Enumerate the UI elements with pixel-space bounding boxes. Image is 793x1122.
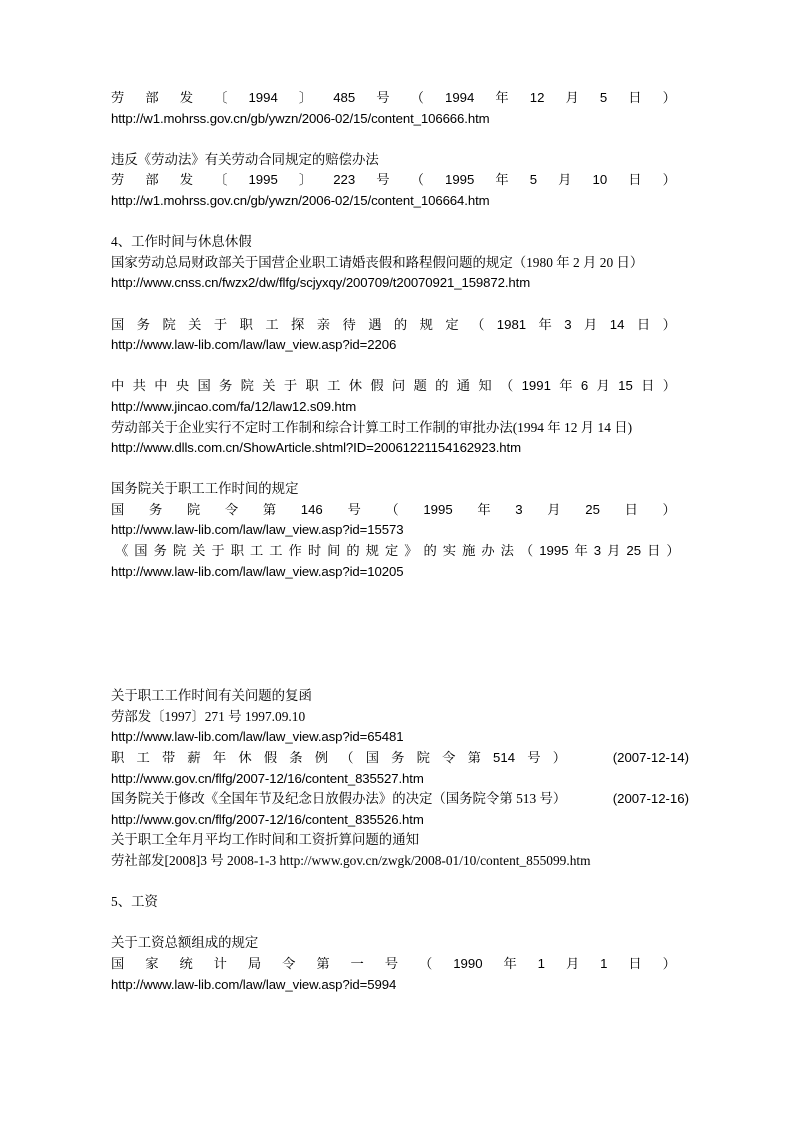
regulation-url[interactable]: http://www.law-lib.com/law/law_view.asp?id=5994	[111, 976, 397, 992]
regulation-url[interactable]: http://www.gov.cn/flfg/2007-12/16/content_835526.htm	[111, 811, 424, 827]
regulation-url[interactable]: http://www.cnss.cn/fwzx2/dw/flfg/scjyxqy/200709/t20070921_159872.htm	[111, 275, 531, 291]
justified-token: 国	[111, 316, 125, 332]
justified-token: 5	[529, 172, 538, 188]
regulation-title-text: 国务院关于修改《全国年节及纪念日放假办法》的决定（国务院令第 513 号）	[111, 791, 567, 807]
justified-token: （	[385, 501, 399, 517]
document-body	[111, 88, 689, 995]
justified-token: 实	[442, 543, 457, 559]
regulation-url[interactable]: http://www.jincao.com/fa/12/law12.s09.htm	[111, 398, 357, 414]
justified-token: 统	[179, 955, 193, 971]
section-heading-5: 5、工资	[111, 894, 158, 910]
justified-token: 〕	[298, 90, 313, 105]
justified-token: 家	[145, 955, 159, 971]
justified-token: 年	[503, 955, 517, 971]
justified-token: 日	[636, 316, 651, 332]
paragraph-spacer	[111, 212, 676, 233]
regulation-title-tokens	[111, 748, 566, 769]
justified-token: 〔	[214, 172, 228, 188]
justified-token: 休	[348, 378, 362, 394]
justified-token: 发	[179, 90, 194, 105]
justified-token: 关	[192, 543, 206, 559]
justified-token: 关	[188, 316, 202, 332]
regulation-title: 关于工资总额组成的规定	[111, 935, 259, 951]
justified-token: 题	[413, 378, 427, 394]
justified-token: 第	[262, 501, 277, 517]
justified-token: 令	[224, 501, 239, 517]
justified-token: 》	[404, 543, 418, 559]
paragraph-spacer	[111, 913, 676, 934]
justified-token: （	[519, 543, 534, 559]
regulation-doc-number-line	[111, 88, 676, 109]
justified-token: 院	[416, 750, 430, 766]
justified-token: 25	[585, 501, 600, 517]
justified-token: 间	[327, 543, 341, 559]
justified-token: 的	[423, 543, 437, 559]
justified-token: 1995	[445, 172, 475, 188]
justified-token: 5	[599, 90, 608, 105]
regulation-title	[111, 315, 676, 336]
justified-token: 的	[346, 543, 360, 559]
justified-token: 1991	[521, 378, 551, 394]
justified-token: 工	[136, 750, 150, 766]
justified-token: 第	[467, 750, 481, 766]
justified-token: 待	[342, 316, 356, 332]
paragraph-spacer	[111, 872, 676, 893]
justified-token: 于	[211, 543, 225, 559]
regulation-title	[111, 541, 680, 562]
page-whitespace-gap	[111, 582, 676, 686]
justified-token: ）	[662, 378, 676, 394]
regulation-title: 关于职工全年月平均工作时间和工资折算问题的通知	[111, 832, 419, 848]
justified-token: 月	[584, 316, 598, 332]
regulation-doc-number-line: 劳部发〔1997〕271 号 1997.09.10	[111, 708, 306, 724]
justified-token: 12	[529, 90, 545, 105]
justified-token: 日	[628, 955, 642, 971]
justified-token: 休	[238, 750, 252, 766]
justified-token: 务	[219, 378, 233, 394]
justified-token: 国	[134, 543, 148, 559]
justified-token: 工	[269, 543, 283, 559]
justified-token: 发	[179, 172, 194, 188]
justified-token: 院	[162, 316, 176, 332]
justified-token: 令	[282, 955, 296, 971]
justified-token: 485	[333, 90, 356, 105]
justified-token: 问	[391, 378, 406, 394]
justified-token: 探	[291, 316, 305, 332]
justified-token: 号	[347, 501, 361, 517]
justified-token: 1995	[423, 501, 453, 517]
justified-token: 中	[111, 378, 125, 394]
justified-token: 关	[262, 378, 276, 394]
justified-token: 国	[365, 750, 379, 766]
justified-token: 定	[445, 316, 459, 332]
justified-token: 3	[564, 316, 572, 332]
justified-token: 共	[132, 378, 146, 394]
justified-token: 条	[289, 750, 303, 766]
justified-token: 年	[559, 378, 573, 394]
justified-token: 年	[477, 501, 491, 517]
justified-token: 日	[641, 378, 655, 394]
justified-token: 工	[327, 378, 341, 394]
justified-token: ）	[662, 316, 676, 332]
justified-token: 法	[500, 543, 514, 559]
justified-token: 计	[213, 955, 227, 971]
justified-token: 223	[333, 172, 356, 188]
justified-token: 1995	[539, 543, 569, 559]
justified-token: 月	[558, 172, 572, 188]
justified-token: 号	[376, 90, 390, 105]
justified-token: 时	[307, 543, 322, 559]
justified-token: 〕	[298, 172, 313, 188]
regulation-url[interactable]: http://www.dlls.com.cn/ShowArticle.shtml?ID=20061221154162923.htm	[111, 440, 521, 456]
justified-token: 职	[230, 543, 244, 559]
justified-token: （	[410, 172, 424, 188]
justified-token: ）	[666, 543, 680, 559]
section-heading-4: 4、工作时间与休息休假	[111, 234, 252, 250]
regulation-url[interactable]: http://www.law-lib.com/law/law_view.asp?id=65481	[111, 729, 404, 745]
regulation-title-with-date	[111, 748, 689, 769]
justified-token: 于	[283, 378, 298, 394]
justified-token: （	[340, 750, 354, 766]
justified-token: 10	[592, 172, 608, 188]
justified-token: 月	[607, 543, 621, 559]
paragraph-spacer	[111, 129, 676, 150]
regulation-title: 关于职工工作时间有关问题的复函	[111, 688, 312, 704]
justified-token: 〔	[214, 90, 228, 105]
justified-token: 的	[435, 378, 449, 394]
justified-token: 作	[288, 543, 302, 559]
regulation-doc-number-line	[111, 954, 676, 975]
justified-token: 部	[145, 172, 159, 188]
regulation-title	[111, 376, 676, 397]
justified-token: 定	[384, 543, 399, 559]
regulation-title-with-date	[111, 789, 689, 810]
justified-token: 国	[111, 955, 125, 971]
regulation-doc-number-and-url[interactable]: 劳社部发[2008]3 号 2008-1-3 http://www.gov.cn/zwgk/2008-01/10/content_855099.htm	[111, 853, 591, 868]
regulation-doc-number-line	[111, 500, 676, 521]
justified-token: 1	[600, 955, 608, 971]
justified-token: 假	[263, 750, 278, 766]
justified-token: 1994	[445, 90, 475, 105]
justified-token: 25	[626, 543, 642, 559]
justified-token: 务	[136, 316, 151, 332]
justified-token: 月	[547, 501, 561, 517]
justified-token: 月	[565, 955, 580, 971]
justified-token: 规	[365, 543, 379, 559]
regulation-url[interactable]: http://www.law-lib.com/law/law_view.asp?id=15573	[111, 522, 404, 538]
justified-token: （	[410, 90, 424, 105]
justified-token: 1994	[248, 90, 278, 105]
justified-token: 职	[111, 750, 125, 766]
justified-token: 国	[111, 501, 125, 517]
justified-token: 14	[609, 316, 625, 332]
regulation-doc-number-line	[111, 170, 676, 191]
justified-token: 年	[538, 316, 552, 332]
justified-token: 日	[628, 90, 642, 105]
regulation-url[interactable]: http://w1.mohrss.gov.cn/gb/ywzn/2006-02/15/content_106664.htm	[111, 192, 490, 208]
justified-token: 《	[115, 543, 129, 559]
justified-token: 务	[153, 543, 167, 559]
justified-token: 工	[249, 543, 264, 559]
justified-token: 院	[240, 378, 254, 394]
justified-token: 例	[314, 750, 329, 766]
justified-token: 务	[391, 750, 405, 766]
justified-token: 劳	[111, 90, 125, 105]
regulation-title: 违反《劳动法》有关劳动合同规定的赔偿办法	[111, 151, 379, 167]
justified-token: 通	[456, 378, 471, 394]
regulation-url[interactable]: http://www.gov.cn/flfg/2007-12/16/content_835527.htm	[111, 770, 424, 786]
justified-token: 年	[495, 172, 509, 188]
justified-token: 6	[580, 378, 589, 394]
justified-token: 1990	[453, 955, 483, 971]
justified-token: 号	[384, 955, 399, 971]
regulation-url[interactable]: http://w1.mohrss.gov.cn/gb/ywzn/2006-02/15/content_106666.htm	[111, 110, 490, 126]
regulation-url[interactable]: http://www.law-lib.com/law/law_view.asp?id=2206	[111, 337, 397, 353]
regulation-url[interactable]: http://www.law-lib.com/law/law_view.asp?id=10205	[111, 563, 404, 579]
justified-token: 务	[148, 501, 163, 517]
justified-token: ）	[662, 90, 676, 105]
justified-token: 局	[247, 955, 262, 971]
justified-token: ）	[552, 750, 566, 766]
justified-token: 知	[478, 378, 492, 394]
justified-token: 职	[239, 316, 253, 332]
justified-token: 号	[527, 750, 541, 766]
justified-token: 施	[462, 543, 476, 559]
justified-token: 中	[154, 378, 168, 394]
justified-token: 一	[350, 955, 364, 971]
justified-token: 国	[197, 378, 211, 394]
justified-token: （	[418, 955, 433, 971]
justified-token: 院	[186, 501, 201, 517]
justified-token: 日	[647, 543, 661, 559]
justified-token: 号	[376, 172, 390, 188]
justified-token: 亲	[316, 316, 331, 332]
justified-token: （	[499, 378, 514, 394]
justified-token: 514	[493, 750, 516, 766]
paragraph-spacer	[111, 294, 676, 315]
justified-token: 年	[212, 750, 227, 766]
regulation-title: 国家劳动总局财政部关于国营企业职工请婚丧假和路程假问题的规定（1980 年 2 月 20 日）	[111, 254, 644, 270]
justified-token: 3	[593, 543, 602, 559]
justified-token: 央	[175, 378, 190, 394]
justified-token: 月	[565, 90, 579, 105]
justified-token: 部	[145, 90, 159, 105]
justified-token: 规	[419, 316, 433, 332]
justified-token: 令	[442, 750, 456, 766]
justified-token: 假	[370, 378, 384, 394]
justified-token: 的	[393, 316, 408, 332]
justified-token: 劳	[111, 172, 125, 188]
regulation-publish-date: (2007-12-16)	[612, 791, 689, 807]
paragraph-spacer	[111, 356, 676, 377]
justified-token: 工	[265, 316, 279, 332]
justified-token: 职	[305, 378, 319, 394]
justified-token: 日	[628, 172, 642, 188]
justified-token: 年	[574, 543, 588, 559]
regulation-title: 劳动部关于企业实行不定时工作制和综合计算工时工作制的审批办法(1994 年 12 月 14 日)	[111, 419, 633, 435]
justified-token: 院	[172, 543, 187, 559]
justified-token: 月	[596, 378, 610, 394]
justified-token: 办	[481, 543, 495, 559]
justified-token: 1	[537, 955, 546, 971]
justified-token: 带	[161, 750, 176, 766]
justified-token: ）	[662, 501, 676, 517]
justified-token: 1995	[248, 172, 278, 188]
justified-token: 遇	[368, 316, 382, 332]
justified-token: ）	[662, 172, 676, 188]
justified-token: 第	[316, 955, 330, 971]
justified-token: 15	[618, 378, 633, 394]
justified-token: 薪	[187, 750, 201, 766]
justified-token: ）	[662, 955, 676, 971]
justified-token: 146	[300, 501, 323, 517]
justified-token: 1981	[496, 316, 527, 332]
justified-token: （	[471, 316, 485, 332]
justified-token: 3	[515, 501, 523, 517]
justified-token: 年	[495, 90, 509, 105]
regulation-title: 国务院关于职工工作时间的规定	[111, 481, 299, 497]
justified-token: 于	[213, 316, 228, 332]
paragraph-spacer	[111, 459, 676, 480]
justified-token: 日	[624, 501, 638, 517]
regulation-publish-date: (2007-12-14)	[612, 750, 689, 766]
